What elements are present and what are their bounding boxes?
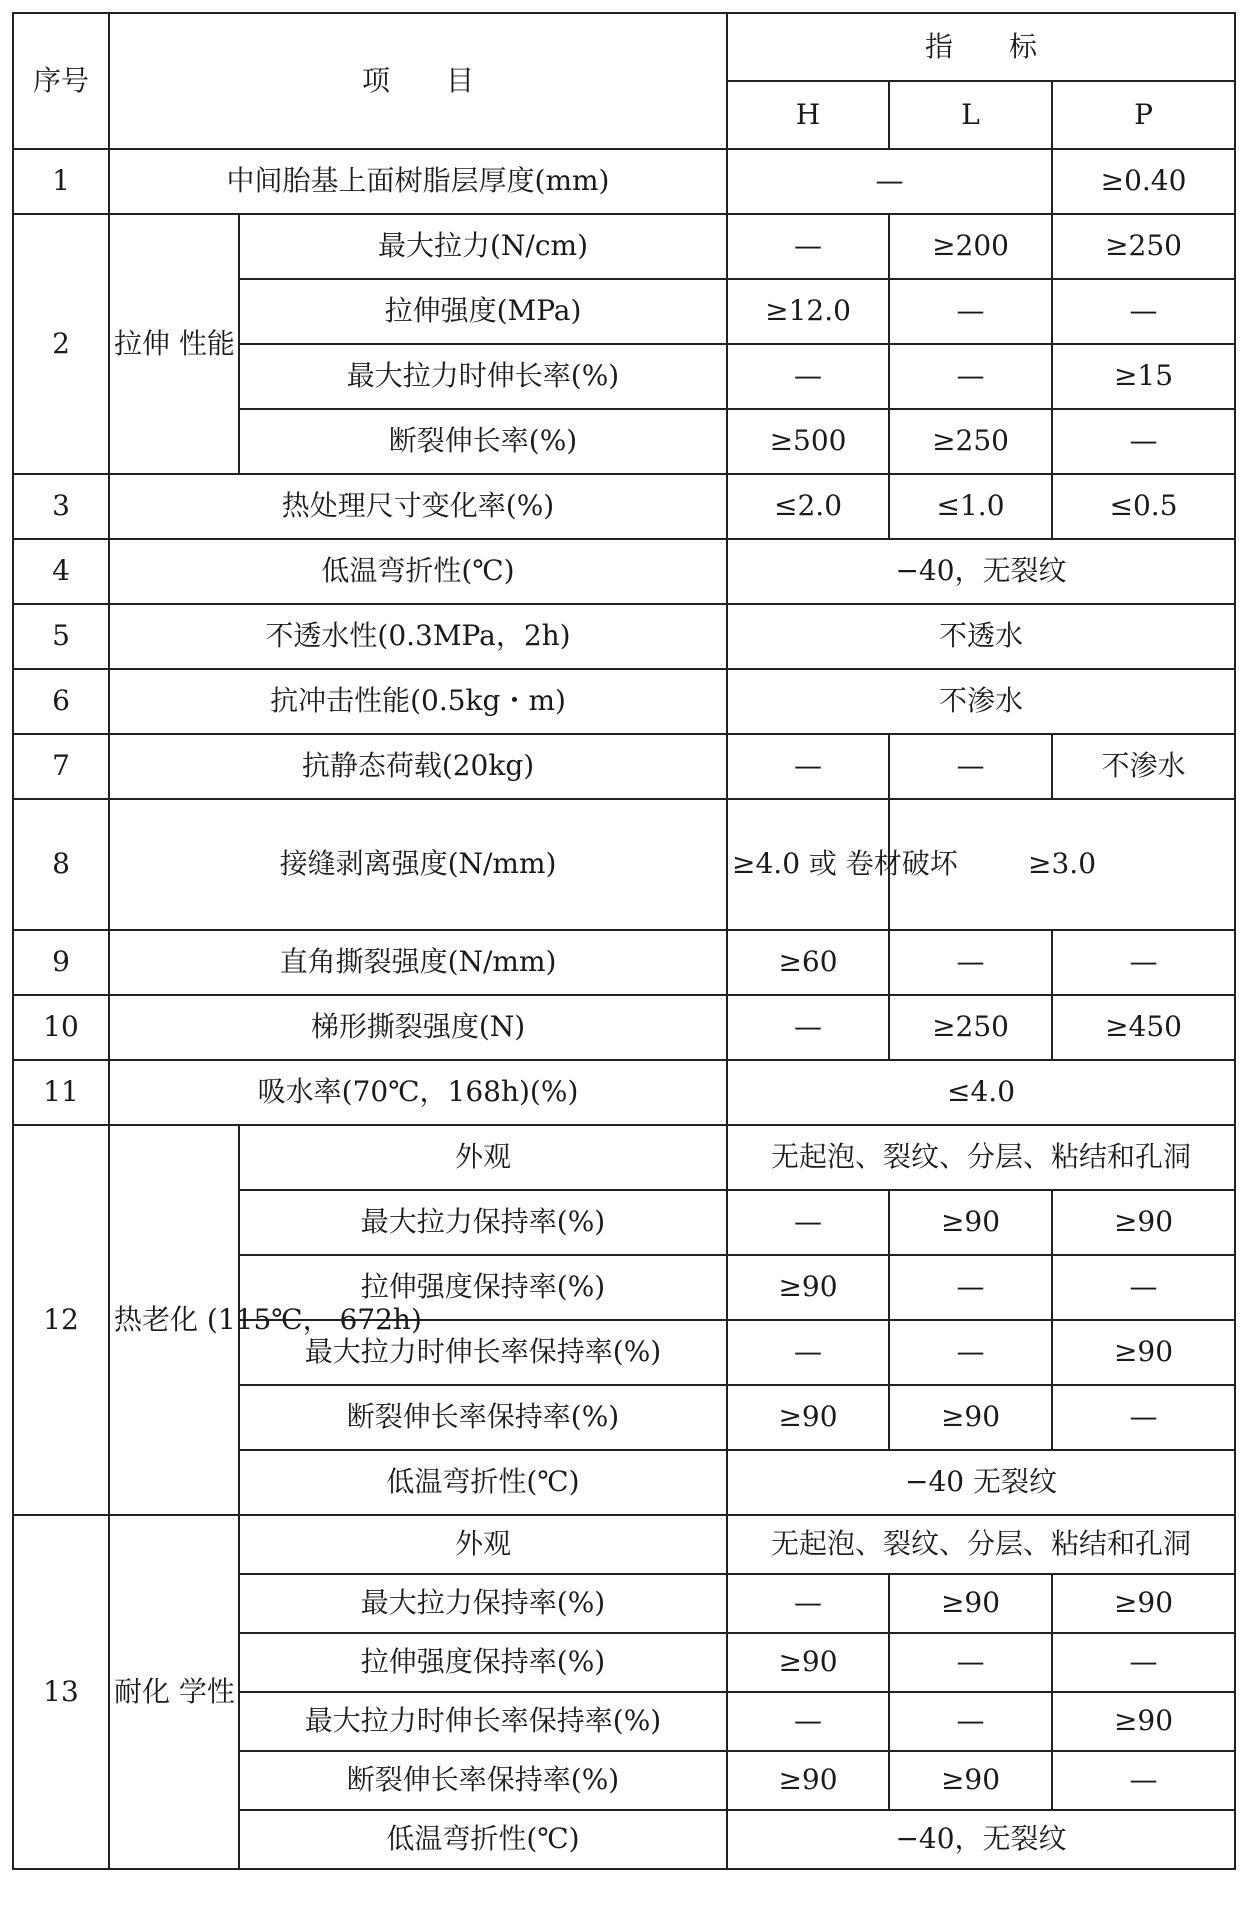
row-no: 2 (13, 214, 109, 474)
row-item: 热处理尺寸变化率(%) (109, 474, 727, 539)
header-item: 项 目 (109, 13, 727, 149)
row-group: 热老化 (115℃， 672h) (109, 1125, 239, 1515)
row-item: 最大拉力时伸长率保持率(%) (239, 1320, 727, 1385)
row-item: 最大拉力时伸长率保持率(%) (239, 1692, 727, 1751)
header-no: 序号 (13, 13, 109, 149)
row-item: 拉伸强度(MPa) (239, 279, 727, 344)
table-row (13, 669, 1235, 734)
cell-hlp: −40，无裂纹 (727, 539, 1235, 604)
row-item: 直角撕裂强度(N/mm) (109, 930, 727, 995)
cell-p: — (1052, 409, 1235, 474)
row-item: 抗冲击性能(0.5kg・m) (109, 669, 727, 734)
row-item: 最大拉力(N/cm) (239, 214, 727, 279)
row-item: 最大拉力保持率(%) (239, 1190, 727, 1255)
row-item: 外观 (239, 1515, 727, 1574)
table-row (13, 1060, 1235, 1125)
table-row (13, 1515, 1235, 1574)
cell-l: — (889, 1255, 1052, 1320)
cell-h: — (727, 1574, 889, 1633)
row-no: 6 (13, 669, 109, 734)
row-item: 拉伸强度保持率(%) (239, 1633, 727, 1692)
row-item: 不透水性(0.3MPa，2h) (109, 604, 727, 669)
row-item: 断裂伸长率(%) (239, 409, 727, 474)
cell-p: — (1052, 930, 1235, 995)
cell-h: ≥4.0 或 卷材破坏 (727, 799, 889, 930)
cell-l: ≥90 (889, 1751, 1052, 1810)
row-no: 8 (13, 799, 109, 930)
cell-l: ≥90 (889, 1385, 1052, 1450)
cell-p: ≥90 (1052, 1574, 1235, 1633)
cell-l: — (889, 279, 1052, 344)
row-item: 抗静态荷载(20kg) (109, 734, 727, 799)
row-no: 4 (13, 539, 109, 604)
cell-p: ≥90 (1052, 1190, 1235, 1255)
table-row (13, 604, 1235, 669)
table-row (13, 539, 1235, 604)
cell-hl: — (727, 149, 1052, 214)
cell-h: ≥500 (727, 409, 889, 474)
row-item: 低温弯折性(℃) (239, 1810, 727, 1869)
row-no: 12 (13, 1125, 109, 1515)
cell-hlp: 无起泡、裂纹、分层、粘结和孔洞 (727, 1125, 1235, 1190)
cell-p: ≥0.40 (1052, 149, 1235, 214)
table-row (13, 799, 1235, 930)
row-group: 拉伸 性能 (109, 214, 239, 474)
cell-hlp: 不透水 (727, 604, 1235, 669)
header-p: P (1052, 81, 1235, 149)
cell-l: ≥250 (889, 995, 1052, 1060)
cell-l: ≥90 (889, 1190, 1052, 1255)
row-item: 梯形撕裂强度(N) (109, 995, 727, 1060)
cell-h: — (727, 214, 889, 279)
cell-p: — (1052, 1633, 1235, 1692)
row-no: 1 (13, 149, 109, 214)
cell-hlp: −40，无裂纹 (727, 1810, 1235, 1869)
cell-l: — (889, 734, 1052, 799)
cell-h: ≥12.0 (727, 279, 889, 344)
cell-h: — (727, 734, 889, 799)
table-row (13, 734, 1235, 799)
table-row (13, 214, 1235, 279)
cell-p: ≥90 (1052, 1320, 1235, 1385)
cell-l: ≥200 (889, 214, 1052, 279)
row-no: 10 (13, 995, 109, 1060)
cell-l: — (889, 1633, 1052, 1692)
cell-h: — (727, 1692, 889, 1751)
cell-hlp: −40 无裂纹 (727, 1450, 1235, 1515)
row-item: 拉伸强度保持率(%) (239, 1255, 727, 1320)
table-row (13, 474, 1235, 539)
spec-table (12, 12, 1236, 1870)
row-group: 耐化 学性 (109, 1515, 239, 1869)
cell-p: ≥450 (1052, 995, 1235, 1060)
cell-p: — (1052, 279, 1235, 344)
header-l: L (889, 81, 1052, 149)
row-item: 最大拉力时伸长率(%) (239, 344, 727, 409)
row-no: 3 (13, 474, 109, 539)
cell-l: ≤1.0 (889, 474, 1052, 539)
cell-p: — (1052, 1751, 1235, 1810)
cell-h: ≥60 (727, 930, 889, 995)
row-no: 5 (13, 604, 109, 669)
cell-h: ≥90 (727, 1385, 889, 1450)
cell-p: ≤0.5 (1052, 474, 1235, 539)
header-h: H (727, 81, 889, 149)
cell-l: — (889, 1320, 1052, 1385)
table-row (13, 930, 1235, 995)
cell-h: — (727, 1190, 889, 1255)
cell-lp: ≥3.0 (889, 799, 1235, 930)
cell-p: ≥90 (1052, 1692, 1235, 1751)
header-index: 指 标 (727, 13, 1235, 81)
table-row (13, 1125, 1235, 1190)
cell-p: — (1052, 1255, 1235, 1320)
cell-p: 不渗水 (1052, 734, 1235, 799)
cell-p: — (1052, 1385, 1235, 1450)
cell-h: ≥90 (727, 1633, 889, 1692)
cell-h: ≤2.0 (727, 474, 889, 539)
row-item: 接缝剥离强度(N/mm) (109, 799, 727, 930)
cell-l: — (889, 930, 1052, 995)
row-no: 11 (13, 1060, 109, 1125)
cell-p: ≥15 (1052, 344, 1235, 409)
table-row (13, 149, 1235, 214)
row-item: 低温弯折性(℃) (239, 1450, 727, 1515)
row-item: 外观 (239, 1125, 727, 1190)
row-item: 中间胎基上面树脂层厚度(mm) (109, 149, 727, 214)
cell-h: — (727, 344, 889, 409)
cell-p: ≥250 (1052, 214, 1235, 279)
table-row (13, 995, 1235, 1060)
cell-h: ≥90 (727, 1255, 889, 1320)
cell-h: ≥90 (727, 1751, 889, 1810)
cell-l: ≥250 (889, 409, 1052, 474)
cell-hlp: 不渗水 (727, 669, 1235, 734)
cell-l: ≥90 (889, 1574, 1052, 1633)
cell-l: — (889, 344, 1052, 409)
row-item: 吸水率(70℃，168h)(%) (109, 1060, 727, 1125)
row-no: 13 (13, 1515, 109, 1869)
row-item: 断裂伸长率保持率(%) (239, 1751, 727, 1810)
row-no: 9 (13, 930, 109, 995)
row-item: 最大拉力保持率(%) (239, 1574, 727, 1633)
cell-h: — (727, 1320, 889, 1385)
cell-hlp: 无起泡、裂纹、分层、粘结和孔洞 (727, 1515, 1235, 1574)
row-item: 低温弯折性(℃) (109, 539, 727, 604)
cell-l: — (889, 1692, 1052, 1751)
row-item: 断裂伸长率保持率(%) (239, 1385, 727, 1450)
cell-h: — (727, 995, 889, 1060)
cell-hlp: ≤4.0 (727, 1060, 1235, 1125)
row-no: 7 (13, 734, 109, 799)
